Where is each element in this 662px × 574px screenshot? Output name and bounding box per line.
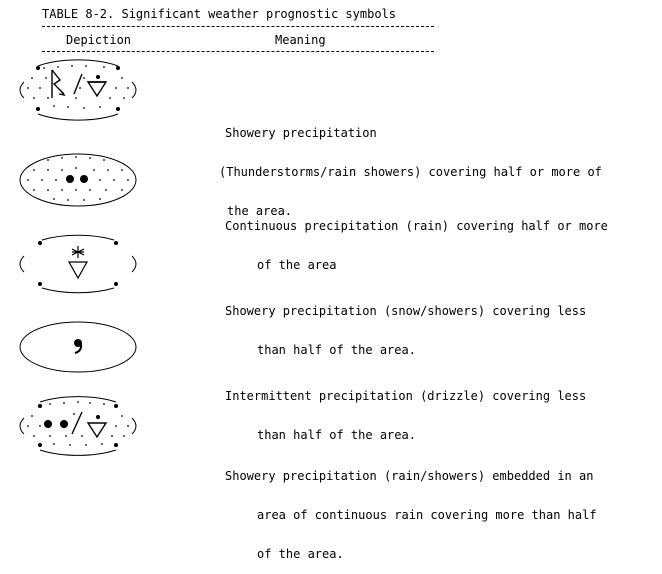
meaning-line: the area. [227,204,293,218]
meaning-line: of the area [257,258,337,272]
meaning-line: Showery precipitation [225,126,377,140]
header-rule-bottom [42,51,434,52]
meaning-line: Continuous precipitation (rain) covering half or more [225,219,608,233]
header-rule-top [42,26,434,27]
column-header-meaning: Meaning [275,33,326,47]
meaning-line: than half of the area. [257,343,416,357]
meaning-line: Showery precipitation (rain/showers) embedded in an [225,469,594,483]
table-title: TABLE 8-2. Significant weather prognostic symbols [42,7,397,21]
column-header-depiction: Depiction [66,33,132,47]
meaning-line: of the area. [257,547,344,561]
meaning-line: area of continuous rain covering more than half [257,508,597,522]
meaning-line: (Thunderstorms/rain showers) covering half or more of [219,165,602,179]
meaning-line: than half of the area. [257,428,416,442]
meaning-row-5 [0,444,597,574]
meaning-line: Showery precipitation (snow/showers) covering less [225,304,587,318]
meaning-line: Intermittent precipitation (drizzle) covering less [225,389,587,403]
